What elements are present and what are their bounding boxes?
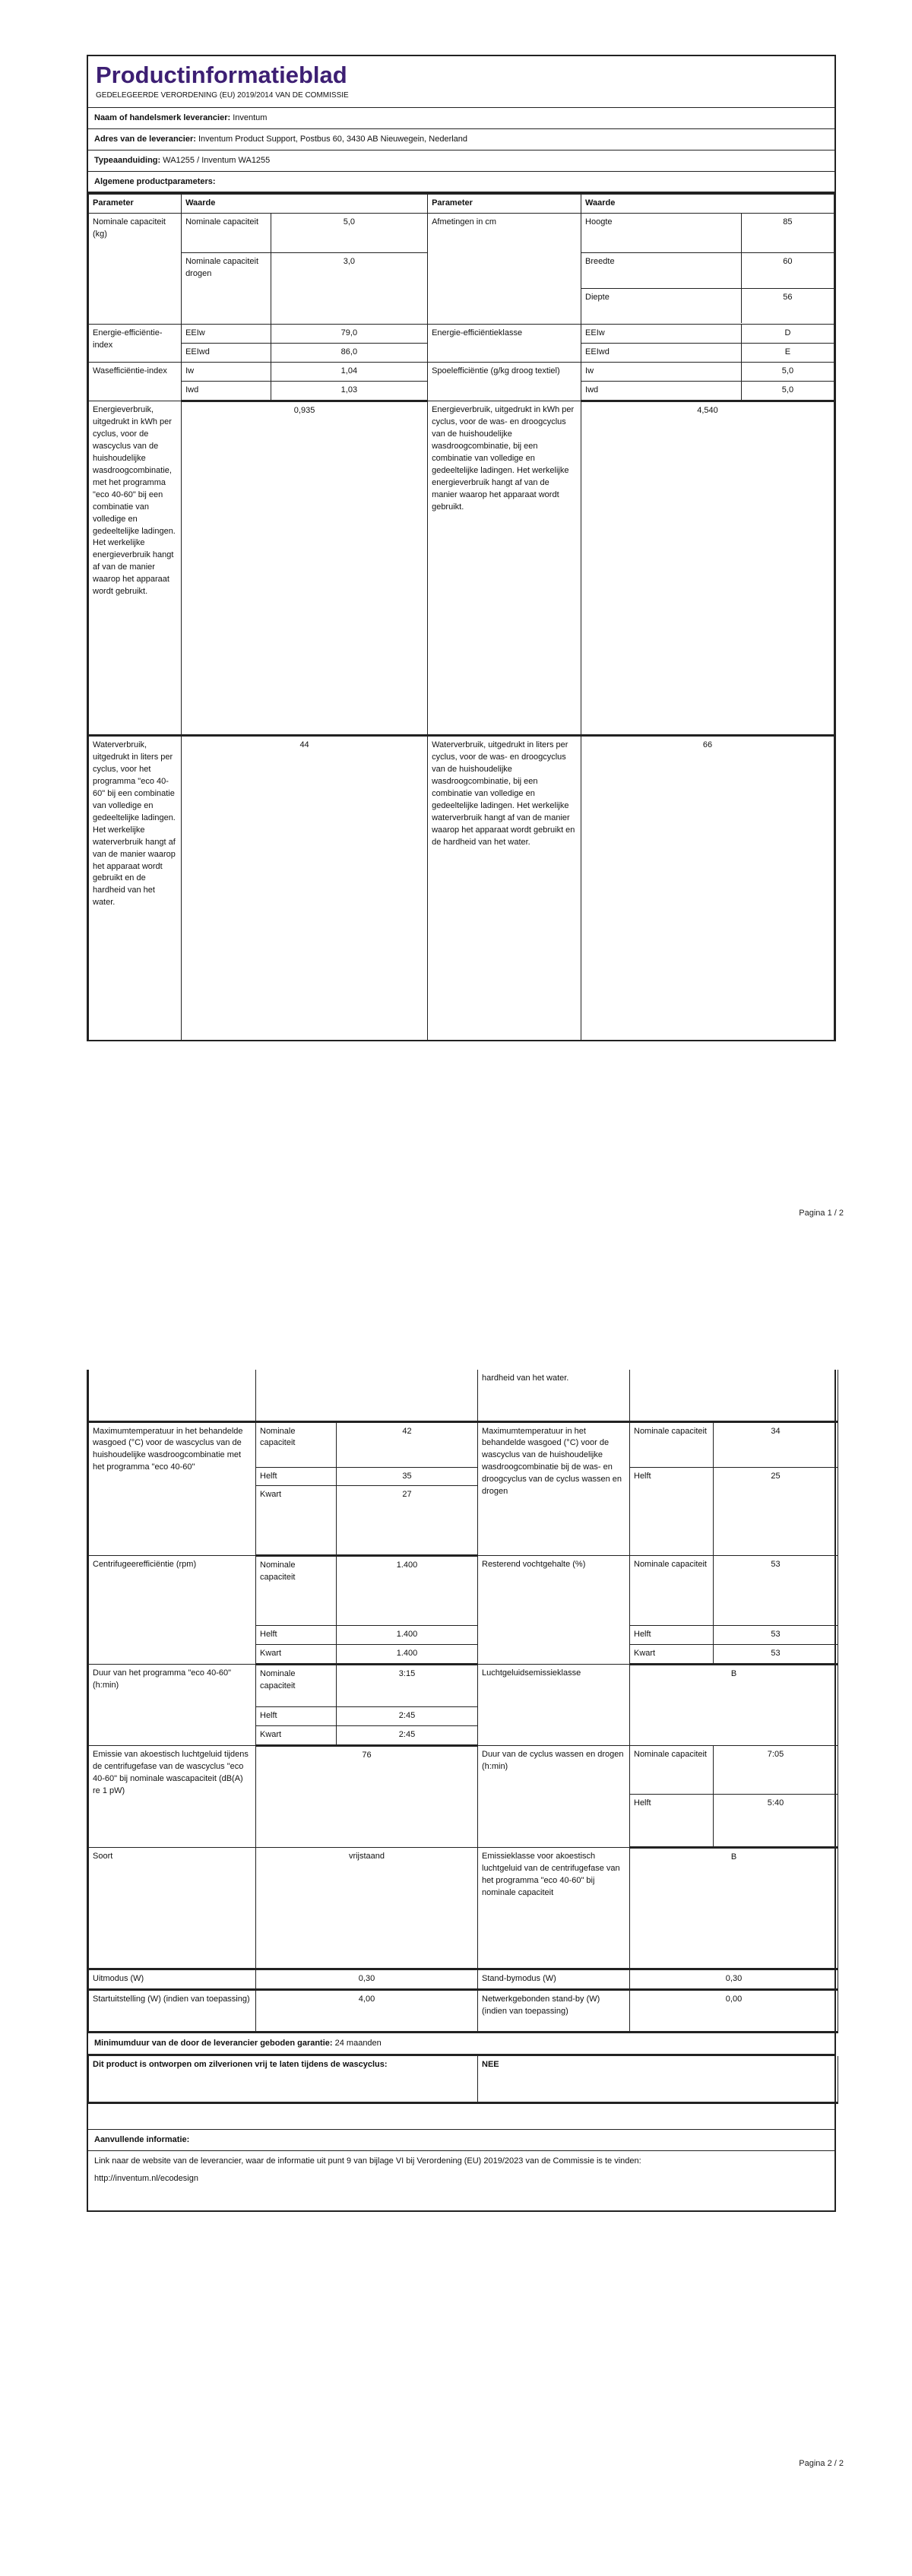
product-sheet-page-2 [87, 1370, 836, 2212]
energy-washing-value: 0,935 [182, 401, 428, 736]
water-wd-value: 66 [581, 736, 834, 1040]
delay-label: Startuitstelling (W) (indien van toepassing) [89, 1990, 256, 2033]
params-table-page-1 [88, 194, 834, 1039]
eei-class-wd-label: EEIwd [581, 344, 742, 363]
eei-wd-value: 86,0 [271, 344, 427, 363]
col-header-param2: Parameter [428, 195, 581, 214]
rated-capacity-label: Nominale capaciteit (kg) [89, 214, 182, 325]
maxtemp-wd-sub1: Nominale capaciteit [630, 1421, 714, 1467]
rinse-iw-label: Iw [581, 363, 742, 382]
dim-subtable [581, 253, 834, 323]
dim-depth-label: Diepte [581, 288, 741, 323]
page-number: Pagina 1 / 2 [799, 1209, 844, 1218]
maxtemp-sub1: Nominale capaciteit [256, 1421, 337, 1467]
duration-sub3: Kwart [256, 1726, 337, 1746]
dimensions-label: Afmetingen in cm [428, 214, 581, 325]
eei-w-label: EEIw [182, 325, 271, 344]
document-title: Productinformatieblad [96, 62, 347, 88]
duration-label: Duur van het programma "eco 40-60" (h:min) [89, 1665, 256, 1746]
water-washing-label: Waterverbruik, uitgedrukt in liters per cyclus, voor het programma "eco 40-60" bij een combinatie van volledige en gedeeltelijke ladingen. Het werkelijke waterverbruik hangt af van de manier waarop het apparaat wordt gebruikt en de hardheid van het water. [89, 736, 182, 1040]
additional-url[interactable]: http://inventum.nl/ecodesign [94, 2174, 198, 2184]
eei-label: Energie-efficiëntie-index [89, 325, 182, 363]
rinsing-label: Spoelefficiëntie (g/kg droog textiel) [428, 363, 581, 401]
rated-capacity-val1: 5,0 [271, 214, 427, 253]
maxtemp-val3: 27 [337, 1486, 478, 1556]
moisture-sub1: Nominale capaciteit [630, 1556, 714, 1626]
maxtemp-val1: 42 [337, 1421, 478, 1467]
spin-label: Centrifugeerefficiëntie (rpm) [89, 1556, 256, 1665]
params-table-page-2 [88, 1370, 838, 2033]
extra-table [88, 2056, 838, 2105]
iwd-label: Iwd [182, 382, 271, 401]
wd-duration-val2: 5:40 [714, 1795, 838, 1848]
maxtemp-wd-val1: 34 [714, 1421, 838, 1467]
warranty-row [88, 2033, 834, 2056]
spin-val2: 1.400 [337, 1626, 478, 1645]
iw-value: 1,04 [271, 363, 427, 382]
maxtemp-wd-val2: 25 [714, 1467, 838, 1556]
spin-val1: 1.400 [337, 1556, 478, 1626]
maxtemp-wd-sub2: Helft [630, 1467, 714, 1556]
dim-width-depth-cell [581, 253, 834, 325]
eei-class-w-label: EEIw [581, 325, 742, 344]
page-1 [0, 0, 912, 1277]
standby-value: 0,30 [630, 1969, 838, 1990]
iw-label: Iw [182, 363, 271, 382]
page-number: Pagina 2 / 2 [799, 2459, 844, 2468]
efficiency-label: Emissie van akoestisch luchtgeluid tijdens de centrifugefase van de wascyclus "eco 40-60" bij nominale wascapaciteit (dB(A) re 1 pW) [89, 1746, 256, 1848]
dim-width-value: 60 [741, 253, 834, 288]
duration-sub2: Helft [256, 1707, 337, 1726]
cont-text: hardheid van het water. [478, 1370, 630, 1421]
duration-sub1: Nominale capaciteit [256, 1665, 337, 1707]
address-value: Inventum Product Support, Postbus 60, 3430 AB Nieuwegein, Nederland [198, 134, 468, 144]
eei-wd-label: EEIwd [182, 344, 271, 363]
cont-empty-2 [256, 1370, 478, 1421]
delay-value: 4,00 [256, 1990, 478, 2033]
additional-block [88, 2151, 834, 2210]
col-header-value: Waarde [182, 195, 428, 214]
noise-db-value: B [630, 1848, 838, 1969]
spin-sub1: Nominale capaciteit [256, 1556, 337, 1626]
wd-duration-val1: 7:05 [714, 1746, 838, 1795]
duration-val3: 2:45 [337, 1726, 478, 1746]
cont-empty-3 [630, 1370, 838, 1421]
rinse-iwd-value: 5,0 [741, 382, 834, 401]
eei-w-value: 79,0 [271, 325, 427, 344]
maxtemp-sub2: Helft [256, 1467, 337, 1486]
rated-capacity-sub1: Nominale capaciteit [182, 214, 271, 253]
address-row [88, 129, 834, 151]
col-header-param: Parameter [89, 195, 182, 214]
type-value: vrijstaand [256, 1848, 478, 1969]
cont-empty-1 [89, 1370, 256, 1421]
washing-index-label: Wasefficiëntie-index [89, 363, 182, 401]
efficiency-value: 76 [256, 1746, 478, 1848]
eei-class-wd-value: E [741, 344, 834, 363]
moisture-val3: 53 [714, 1645, 838, 1665]
standby-label: Stand-bymodus (W) [478, 1969, 630, 1990]
type-label: Soort [89, 1848, 256, 1969]
maxtemp-wd-label: Maximumtemperatuur in het behandelde wasgoed (°C) voor de wascyclus van de huishoudelijke wasdroogcombinatie bij de was- en droogcyclus van de cyclus wassen en drogen [478, 1421, 630, 1556]
dim-height-label: Hoogte [581, 214, 742, 253]
page-2 [0, 1292, 912, 2569]
network-label: Netwerkgebonden stand-by (W) (indien van toepassing) [478, 1990, 630, 2033]
duration-val1: 3:15 [337, 1665, 478, 1707]
spin-sub3: Kwart [256, 1645, 337, 1665]
maxtemp-val2: 35 [337, 1467, 478, 1486]
maxtemp-label: Maximumtemperatuur in het behandelde wasgoed (°C) voor de wascyclus van de huishoudelijke wasdroogcombinatie met het programma "eco 40-60" [89, 1421, 256, 1556]
extra-value: NEE [478, 2056, 838, 2103]
moisture-label: Resterend vochtgehalte (%) [478, 1556, 630, 1665]
warranty-value: 24 maanden [334, 2039, 382, 2048]
additional-label: Aanvullende informatie: [88, 2130, 834, 2151]
warranty-label: Minimumduur van de door de leverancier geboden garantie: [94, 2039, 333, 2048]
energy-washing-label: Energieverbruik, uitgedrukt in kWh per cyclus, voor de wascyclus van de huishoudelijke wasdroogcombinatie, met het programma "eco 40-60" bij een combinatie van volledige en gedeeltelijke ladingen. Het werkelijke energieverbruik hangt af van de manier waarop het apparaat wordt gebruikt. [89, 401, 182, 736]
supplier-value: Inventum [233, 113, 268, 123]
duration-val2: 2:45 [337, 1707, 478, 1726]
spin-sub2: Helft [256, 1626, 337, 1645]
address-label: Adres van de leverancier: [94, 134, 196, 144]
rated-capacity-sub2: Nominale capaciteit drogen [182, 253, 271, 325]
noise-class-value: B [630, 1665, 838, 1746]
water-washing-value: 44 [182, 736, 428, 1040]
model-row [88, 151, 834, 172]
col-header-value2: Waarde [581, 195, 834, 214]
dim-width-label: Breedte [581, 253, 741, 288]
supplier-row [88, 108, 834, 129]
rated-capacity-val2: 3,0 [271, 253, 427, 325]
regulation-subtitle: GEDELEGEERDE VERORDENING (EU) 2019/2014 VAN DE COMMISSIE [96, 91, 349, 100]
offmode-value: 0,30 [256, 1969, 478, 1990]
moisture-sub3: Kwart [630, 1645, 714, 1665]
additional-text: Link naar de website van de leverancier, waar de informatie uit punt 9 van bijlage VI bij Verordening (EU) 2019/2023 van de Commissie is te vinden: [94, 2156, 641, 2166]
wd-duration-sub2: Helft [630, 1795, 714, 1848]
eei-class-label: Energie-efficiëntieklasse [428, 325, 581, 363]
network-value: 0,00 [630, 1990, 838, 2033]
water-wd-label: Waterverbruik, uitgedrukt in liters per cyclus, voor de was- en droogcyclus van de huishoudelijke wasdroogcombinatie, bij een combinatie van volledige en gedeeltelijke ladingen. Het werkelijke waterverbruik hangt af van de manier waarop het apparaat wordt gebruikt en de hardheid van het water. [428, 736, 581, 1040]
model-label: Typeaanduiding: [94, 155, 161, 165]
offmode-label: Uitmodus (W) [89, 1969, 256, 1990]
rinse-iw-value: 5,0 [741, 363, 834, 382]
noise-db-label: Emissieklasse voor akoestisch luchtgeluid van de centrifugefase van het programma "eco 40-60" bij nominale capaciteit [478, 1848, 630, 1969]
maxtemp-sub3: Kwart [256, 1486, 337, 1556]
wd-duration-sub1: Nominale capaciteit [630, 1746, 714, 1795]
moisture-val2: 53 [714, 1626, 838, 1645]
spin-val3: 1.400 [337, 1645, 478, 1665]
wd-duration-label: Duur van de cyclus wassen en drogen (h:min) [478, 1746, 630, 1848]
noise-class-label: Luchtgeluidsemissieklasse [478, 1665, 630, 1746]
eei-class-w-value: D [741, 325, 834, 344]
moisture-sub2: Helft [630, 1626, 714, 1645]
rinse-iwd-label: Iwd [581, 382, 742, 401]
spacer-row [88, 2104, 834, 2130]
title-block [88, 56, 834, 108]
moisture-val1: 53 [714, 1556, 838, 1626]
supplier-label: Naam of handelsmerk leverancier: [94, 113, 231, 123]
dim-height-value: 85 [741, 214, 834, 253]
product-sheet-page-1 [87, 55, 836, 1041]
extra-label: Dit product is ontworpen om zilverionen vrij te laten tijdens de wascyclus: [89, 2056, 478, 2103]
energy-wd-label: Energieverbruik, uitgedrukt in kWh per cyclus, voor de was- en droogcyclus van de huishoudelijke wasdroogcombinatie, bij een combinatie van volledige en gedeeltelijke ladingen. Het werkelijke energieverbruik hangt af van de manier waarop het apparaat wordt gebruikt. [428, 401, 581, 736]
params-heading: Algemene productparameters: [88, 172, 834, 195]
dim-depth-value: 56 [741, 288, 834, 323]
iwd-value: 1,03 [271, 382, 427, 401]
energy-wd-value: 4,540 [581, 401, 834, 736]
model-value: WA1255 / Inventum WA1255 [163, 155, 271, 165]
